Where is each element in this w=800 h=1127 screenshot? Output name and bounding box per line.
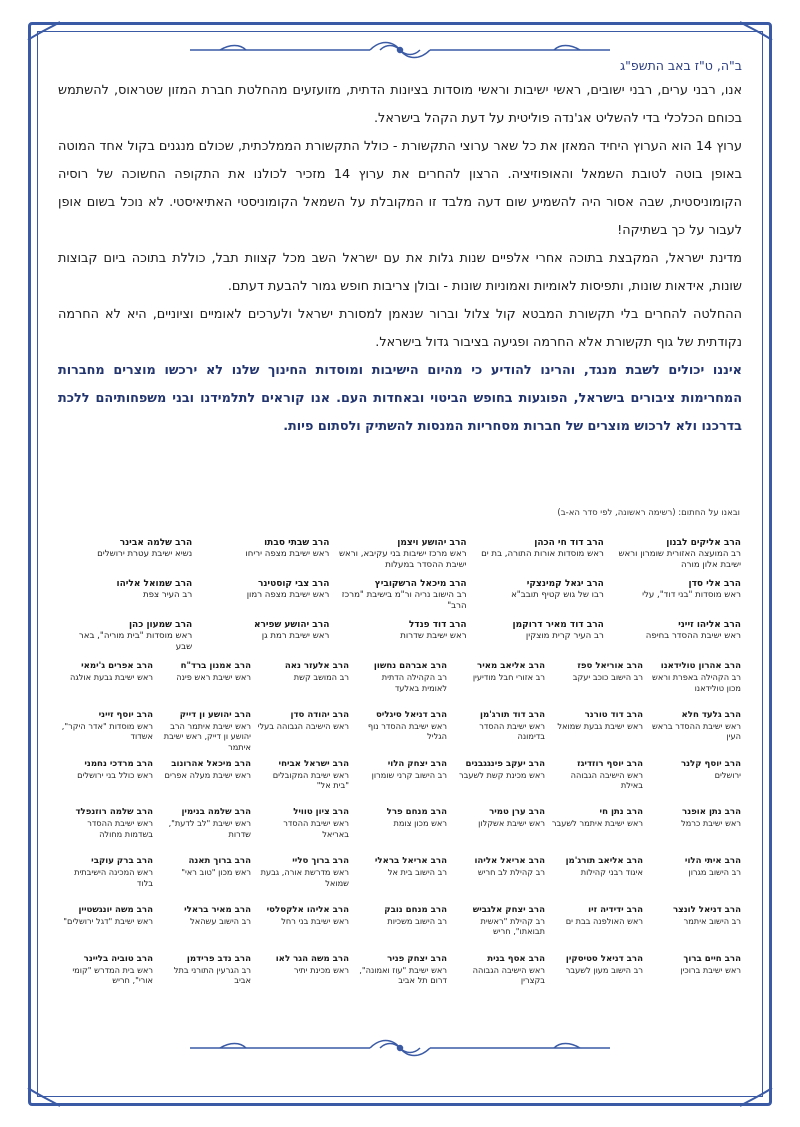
signatory-role: ראש ישיבת בני רחל [281,915,349,926]
signatory-role: רב המושב קשת [293,672,349,682]
signatory-name: הרב דוד פנדל [408,620,467,630]
signatory [254,856,352,905]
signatory-role: ראש הישיבה הגבוהה בקצרין [472,964,545,986]
signatory-name: הרב מנחם פרל [386,807,447,818]
signatory [450,856,548,905]
signatory-role: ראש ישיבת ההסדר בראש העין [651,720,741,742]
signatory-role: רב הישוב משכיות [387,915,447,926]
signatory-role: רב העיר צפת [143,590,193,600]
signatory [254,661,352,710]
signatory-name: הרב מנחם נובק [384,904,447,915]
signatory-role: רב הקהילה באפרת וראש מכון טולידאנו [652,672,741,693]
signatory-name: הרב מיכאל אהרונוב [171,758,251,769]
signatory-role: רב אזורי חבל מודיעין [472,672,545,682]
signatory [450,807,548,856]
signatory-role: ראש ישיבת ההסדר בדימונה [479,720,545,742]
signatory [195,579,332,620]
signatory-role: ראש ישיבת ההסדר באריאל [283,818,349,839]
signatory-name: הרב מיכאל הרשקוביץ [374,579,467,589]
signatory-name: הרב יצחק הלוי [387,758,447,769]
signatory [450,759,548,808]
signatory [352,710,450,759]
signatory [156,807,254,856]
signatory-role: נשיא ישיבת עטרת ירושלים [97,549,193,559]
signatory-role: רב קהילת "ראשית תבואתו", חריש [480,915,545,937]
signatory-role: ראש מרכז ישיבות בני עקיבא, וראש ישיבת ההסדר במעלות [338,549,467,570]
signatories-list [58,661,744,1003]
signatory-role: ראש בית המדרש "קומי אורי", חריש [72,964,153,986]
signatory [548,905,646,954]
signatory-name: הרב דוד חי הכהן [534,538,604,548]
signatory [352,954,450,1003]
signatory-role: ראש האולפנה בבת ים [565,915,643,926]
signatory-name: הרב ציון טוויל [293,807,349,818]
signatory [195,538,332,579]
signatory [156,905,254,954]
signatory-role: ראש ישיבת "דגל ירושלים" [63,915,153,926]
signatory-name: הרב יוסף רוזדיגז [577,758,643,769]
bottom-ornament [180,1034,620,1062]
signatory-name: הרב דוד מאיר דרוקמן [512,620,604,630]
paragraph-2: ערוץ 14 הוא הערוץ היחיד המאזן את כל שאר ערוצי התקשורת - כולל התקשורת הממלכתית, שכולם מנגנים בקול אחד המוטה באופן בוטה לטובת השמאל והאופוזיציה. הרצון להחרים את ערוץ 14 מזכיר לכולנו את התקופה החשוכה של רוסיה הקומוניסטית, שבה אסור היה להשמיע שום דעה מלבד זו המקובלת על השמאל הקומוניסטי האתיאיסטי. לא נוכל בשום אופן לעבור על כך בשתיקה! [58,139,742,238]
signatory [58,661,156,710]
signatory [58,710,156,759]
signatory [548,807,646,856]
signatory-role: איגוד רבני קהילות [580,867,643,878]
signatory-role: ראש ישיבת איתמר הרב יהושע ון דייק, ראש ישיבת איתמר [163,720,251,752]
signatory-name: הרב דוד טורנר [584,709,643,720]
signatory [156,759,254,808]
signatory-name: הרב אליהו זייני [678,620,741,630]
signatory-name: הרב אליאב מאיר [477,661,545,671]
signatory-name: הרב שלמה אבינר [119,538,193,548]
signatory [607,620,744,661]
signatory [58,579,195,620]
paragraph-5-call-to-action: איננו יכולים לשבת מנגד, והרינו להודיע כי מהיום הישיבות ומוסדות החינוך שלנו לא ירכשו מוצרים מחברות המחרימות ציבורים בישראל, הפוגעות בחופש הביטוי ובאחדות העם. אנו קוראים לתלמידנו ובני משפחותיהם ללכת בדרכנו ולא לרכוש מוצרים של חברות מסחריות המנסות להשתיק ולסתום פיות. [58,363,742,434]
signatory-role: רב הישוב נריה ור"מ בישיבת "מרכז הרב" [341,590,467,611]
signatory-role: ראש מוסדות אורות התורה, בת ים [481,549,604,559]
signatory-name: הרב אליאב תורג'מן [565,856,643,867]
signatory-role: ראש הישיבה הגבוהה בעלי [257,720,349,731]
signatory-role: ראש ישיבת איתמר לשעבר [551,818,643,829]
signatory-name: הרב ברוך תאנה [188,856,251,867]
signatory [58,856,156,905]
signatory [195,620,332,661]
signatory-name: הרב יוסף קלנר [680,758,741,769]
signatory-name: הרב צבי קוסטינר [257,579,330,589]
signatory-name: הרב אלעזר נאה [284,661,349,671]
signatory-name: הרב אוריאל ספז [577,661,643,671]
signatory [450,710,548,759]
signatory-name: הרב איתי הלוי [684,856,741,867]
signatory [548,759,646,808]
signatory [254,807,352,856]
signatory-role: ראש ישיבת שדרות [400,631,467,641]
signatory-role: רב קהילת לב חריש [477,867,545,878]
signatory-name: הרב אברהם נחשון [373,661,447,671]
signatory-role: ראש ישיבת ההסדר בשדמות מחולה [87,818,153,839]
signatory-name: הרב מרדכי נחמני [84,758,153,769]
signatory [156,856,254,905]
signatory-role: ראש ישיבת ההסדר בחיפה [645,631,741,641]
signatory-role: רב הישוב עשהאל [190,915,251,926]
signatory [254,954,352,1003]
signatory-role: ראש ישיבת גבעת אולגה [70,672,153,682]
signatory-name: הרב אלי סדן [688,579,741,589]
signatory [156,710,254,759]
signatory-role: רב הישוב מגרון [688,867,741,878]
signatory-name: הרב שבתי סבתו [264,538,330,548]
signatory-name: הרב שמעון כהן [128,620,193,630]
signatory-name: הרב שלמה בנימין [181,807,251,818]
signatory [548,954,646,1003]
signatory-role: רב המועצה האזורית שומרון וראש ישיבת אלון מורה [618,549,741,570]
signatory-name: הרב חיים ברוך [683,953,741,964]
signatory-name: הרב אפרים ג'ימאי [81,661,153,671]
signatory-name: הרב אליקים לבנון [666,538,741,548]
signatory [332,620,469,661]
signatory-role: ראש ישיבת ראש פינה [176,672,251,682]
signatory-role: ראש ישיבת ההסדר נוף הגליל [367,720,447,742]
signatory-role: ראש מכון צומת [393,818,447,829]
signatory-role: ראש מוסדות "בני דוד", עלי [642,590,741,600]
signatory-name: הרב יעקב פינגגבנים [465,758,545,769]
signatory-role: ראש מכינת יתיר [293,964,349,975]
signatory-role: ראש מכינת קשת לשעבר [458,769,545,780]
signatory [646,661,744,710]
signatory-role: ראש ישיבת אשקלון [478,818,545,829]
signatory-name: הרב אריאל בראלי [374,856,447,867]
signatory-name: הרב משה יונגשטיין [78,904,153,915]
paragraph-3: מדינת ישראל, המקבצת בתוכה אחרי אלפיים שנות גלות את עם ישראל השב מכל קצוות תבל, כוללת בתוכה ביום קבוצות שונות, אידאות שונות, ותפיסות לאומיות ואמוניות שונות - ובולן צריבות חופש גמור להבעת דעתם. [58,251,742,294]
signatory-name: הרב יצחק פניר [387,953,447,964]
signatory [352,661,450,710]
signatory-role: רב הקהילה הדתית לאומית באלעד [381,672,447,693]
signatory [156,661,254,710]
signatory-name: הרב מאיר בראלי [184,904,251,915]
signatory [450,905,548,954]
signatory-name: הרב נדב פרידמן [186,953,251,964]
hebrew-date: ב"ה, ט"ז באב התשפ"ג [620,58,742,73]
signatory-role: ראש מוסדות "אדר היקר", אשדוד [61,720,153,742]
signatory-name: הרב אסף בנית [487,953,545,964]
signatory-name: הרב יהושע ויצמן [397,538,467,548]
signatory-name: הרב אהרון טולידאנו [660,661,741,671]
signatory-role: רב הישוב כוכב יעקב [572,672,643,682]
signatory-role: ראש הישיבה הגבוהה באילת [570,769,643,791]
paragraph-4: ההחלטה להחרים בלי תקשורת המבטא קול צלול וברור שנאמן למסורת ישראל ולערכים לאומיים וציוניים, היא לא החרמה נקודתית של גוף תקשורת אלא החרמה ופגיעה בציבור גדול בישראל. [58,307,742,350]
signatory-role: ראש ישיבת גבעת שמואל [557,720,643,731]
signatory-role: רב העיר קרית מוצקין [525,631,604,641]
signatory-name: הרב אמנון ברד"ח [180,661,251,671]
signatory-role: ראש ישיבת המקובלים "בית אל" [272,769,349,791]
signatory-role: ראש ישיבת מעלה אפרים [164,769,251,780]
signatory-name: הרב ברוך סליי [292,856,349,867]
signatory [352,807,450,856]
signatory [548,856,646,905]
signatory-name: הרב נתן חי [599,807,643,818]
signatory [646,856,744,905]
signatory [58,538,195,579]
signatory-name: הרב משה הגר לאו [275,953,349,964]
signatory [646,954,744,1003]
signatory [332,538,469,579]
signatory-name: הרב שמואל אליהו [116,579,193,589]
signatory [156,954,254,1003]
letter-body [58,58,742,441]
signatory-role: רב הישוב בית אל [387,867,447,878]
signatory-role: ראש כולל בני ירושלים [77,769,153,780]
signatory [254,710,352,759]
signatory-name: הרב יהודה סדן [290,709,349,720]
signatory [548,661,646,710]
signatory-role: ראש ישיבת רמת גן [261,631,330,641]
signatory-role: ירושלים [714,769,741,780]
signatory [58,759,156,808]
signatory-role: רב הישוב קרני שומרון [371,769,447,780]
signatory [352,905,450,954]
signatory-name: הרב אריאל אליהו [474,856,545,867]
signatory-role: ראש ישיבת מצפה רמון [246,590,330,600]
signatory [646,905,744,954]
signatory [450,954,548,1003]
signatory [58,905,156,954]
signatory-name: הרב דניאל סטיסקין [565,953,643,964]
signatory [607,579,744,620]
signatory-role: רב הישוב איתמר [683,915,741,926]
signatory-name: הרב ידידיה זיו [588,904,643,915]
signatory-role: ראש מוסדות "בית מוריה", באר שבע [78,631,193,652]
signatory-role: רב הגרעין התורני בתל אביב [173,964,251,986]
signatory-name: הרב יוסף זייני [98,709,153,720]
signatory [450,661,548,710]
signatory-name: הרב יגאל קמינצקי [526,579,604,589]
signatory-role: ראש ישיבת ברוכין [680,964,741,975]
signatory [470,620,607,661]
signatory-name: הרב גלעד חלא [681,709,741,720]
signatory [470,579,607,620]
signatory-name: הרב ברק עוקבי [91,856,153,867]
signatory [58,807,156,856]
signatory-name: הרב דוד תורג'מן [480,709,545,720]
signatory-name: הרב שלמה רוזנפלד [75,807,153,818]
paragraph-1: אנו, רבני ערים, רבני ישובים, ראשי ישיבות וראשי מוסדות בציונות הדתית, מזועזעים מהחלטת חברת המזון שטראוס, להשתמש בכוחם הכלכלי בדי להשליט אג'נדה פוליטית על דעת הקהל בישראל. [58,83,742,126]
signatory-role: ראש המכינה הישיבתית בלוד [74,867,153,888]
signatory [646,807,744,856]
signatory-role: ראש ישיבת מצפה יריחו [245,549,330,559]
signatory-role: רבו של גוש קטיף תובב"א [511,590,604,600]
signatures-header: ובאנו על החתום: (רשימה ראשונה, לפי סדר הא-ב) [557,508,740,518]
signatory-name: הרב אליהו אלקסלסי [266,904,349,915]
signatory-name: הרב ישראל אביחי [278,758,349,769]
signatory-name: הרב דניאל לונצר [672,904,741,915]
signatory [548,710,646,759]
signatory-name: הרב ערן טמיר [489,807,545,818]
signatory-name: הרב נתן אופנר [682,807,741,818]
signatory [646,759,744,808]
signatory-name: הרב טוביה בליינר [83,953,153,964]
signatory [58,954,156,1003]
signatory-role: ראש מכון "טוב ראי" [181,867,251,878]
signatory [470,538,607,579]
signatory [352,856,450,905]
signatory [254,759,352,808]
signatory-name: הרב יהושע ון דייק [179,709,251,720]
signatory [352,759,450,808]
signatory-name: הרב יצחק אלגביש [472,904,545,915]
signatory-role: ראש מדרשת אורה, גבעת שמואל [260,867,349,888]
signatory-role: ראש ישיבת "עוז ואמונה", דרום תל אביב [359,964,447,986]
signatory-name: הרב יהושע שפירא [253,620,330,630]
signatory [332,579,469,620]
signatory [646,710,744,759]
signatory-role: ראש ישיבת כרמל [681,818,741,829]
signatory-name: הרב דניאל סיגליס [375,709,447,720]
signatories-grid [58,538,744,1003]
signatory-role: ראש ישיבת "לב לדעת", שדרות [168,818,251,839]
signatory [607,538,744,579]
signatory [58,620,195,661]
signatory-role: רב הישוב מעון לשעבר [565,964,643,975]
signatories-senior [58,538,744,661]
signatory [254,905,352,954]
